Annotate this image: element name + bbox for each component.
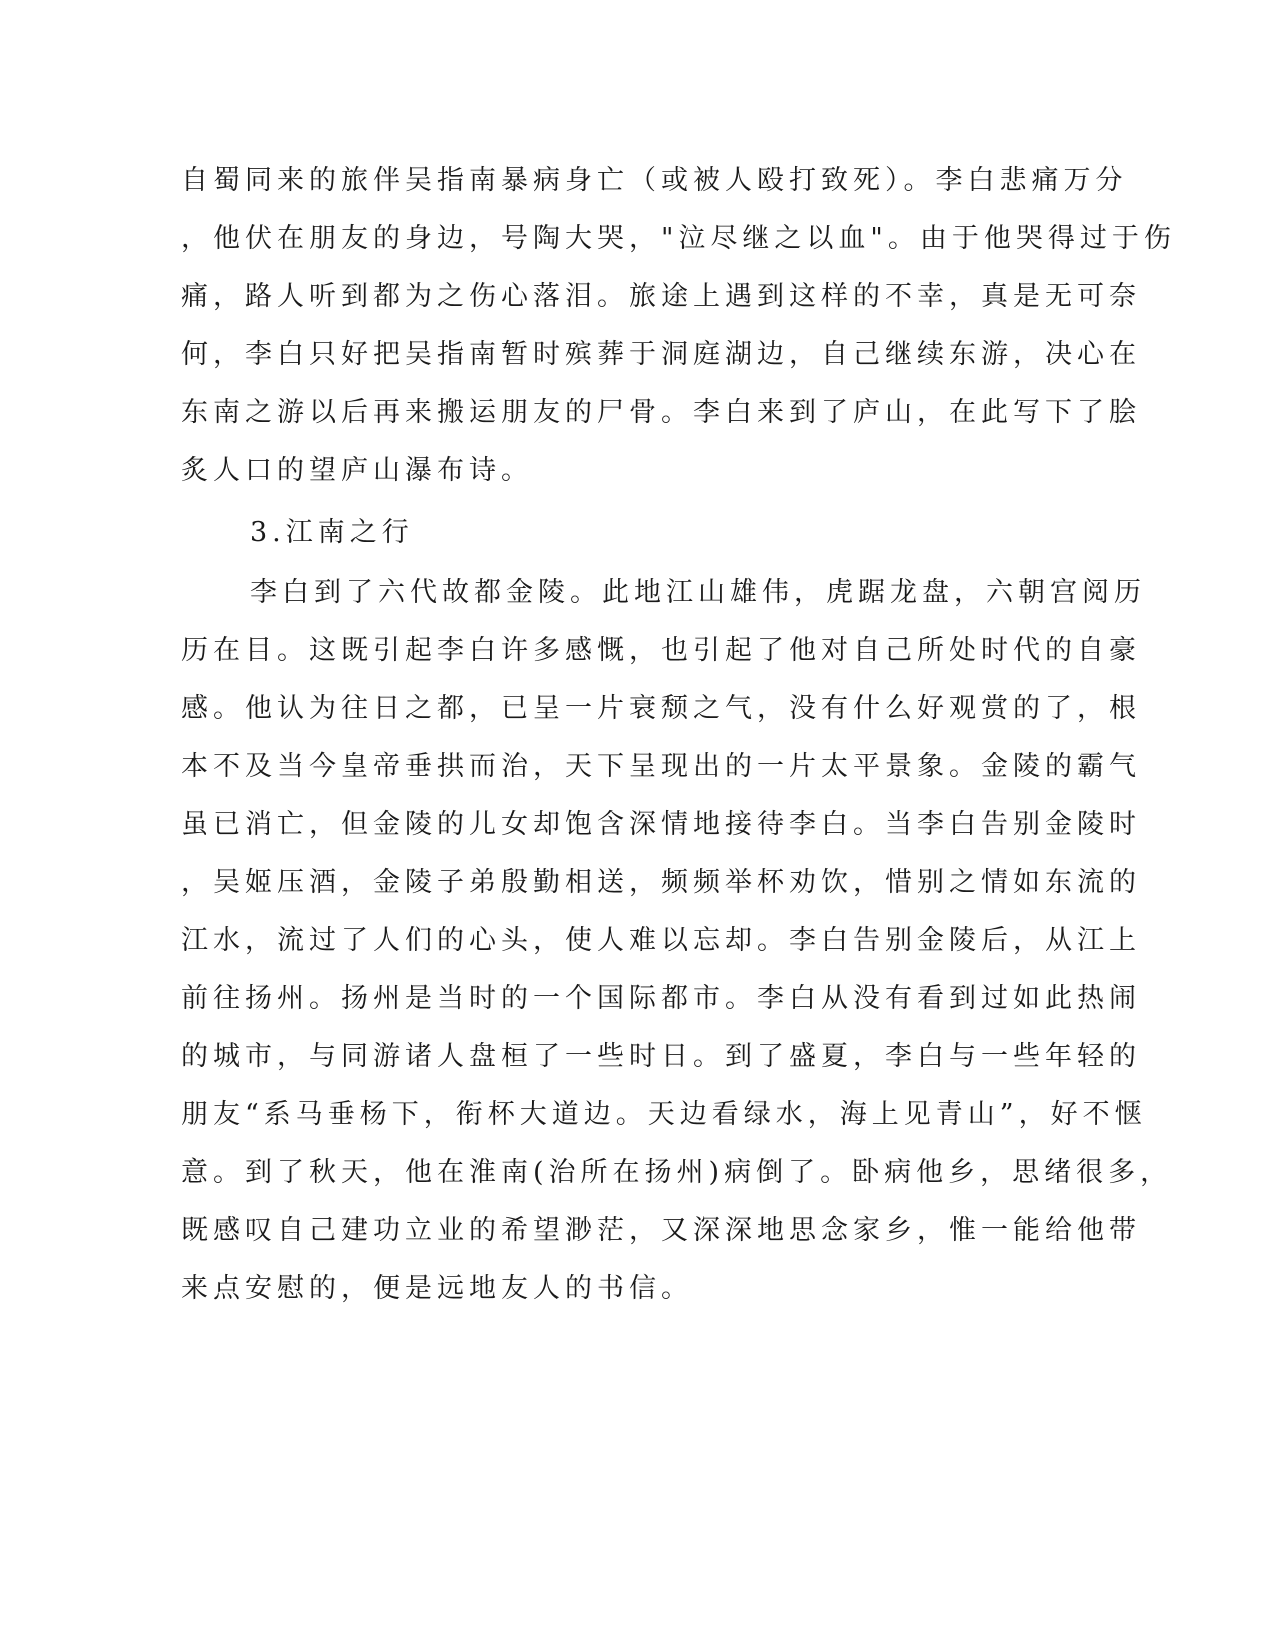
paragraph-1-line-2: ，他伏在朋友的身边，号陶大哭，"泣尽继之以血"。由于他哭得过于伤: [181, 223, 1176, 254]
paragraph-2-line-6: ，吴姬压酒，金陵子弟殷勤相送，频频举杯劝饮，惜别之情如东流的: [181, 867, 1141, 898]
paragraph-2-line-5: 虽已消亡，但金陵的儿女却饱含深情地接待李白。当李白告别金陵时: [181, 809, 1141, 840]
section-heading: 3.江南之行: [250, 517, 414, 548]
paragraph-1-line-4: 何，李白只好把吴指南暂时殡葬于洞庭湖边，自己继续东游，决心在: [181, 339, 1141, 370]
paragraph-2-line-1: 李白到了六代故都金陵。此地江山雄伟，虎踞龙盘，六朝宫阅历: [250, 577, 1146, 608]
paragraph-2-line-2: 历在目。这既引起李白许多感慨，也引起了他对自己所处时代的自豪: [181, 635, 1141, 666]
paragraph-1-line-5: 东南之游以后再来搬运朋友的尸骨。李白来到了庐山，在此写下了脍: [181, 397, 1141, 428]
paragraph-2-line-12: 既感叹自己建功立业的希望渺茫，又深深地思念家乡，惟一能给他带: [181, 1215, 1141, 1246]
paragraph-1-line-3: 痛，路人听到都为之伤心落泪。旅途上遇到这样的不幸，真是无可奈: [181, 281, 1141, 312]
paragraph-2-line-4: 本不及当今皇帝垂拱而治，天下呈现出的一片太平景象。金陵的霸气: [181, 751, 1141, 782]
paragraph-2-line-8: 前往扬州。扬州是当时的一个国际都市。李白从没有看到过如此热闹: [181, 983, 1141, 1014]
paragraph-2-line-3: 感。他认为往日之都，已呈一片衰颓之气，没有什么好观赏的了，根: [181, 693, 1141, 724]
paragraph-1-line-1: 自蜀同来的旅伴吴指南暴病身亡（或被人殴打致死）。李白悲痛万分: [181, 165, 1128, 196]
paragraph-2-line-7: 江水，流过了人们的心头，使人难以忘却。李白告别金陵后，从江上: [181, 925, 1141, 956]
paragraph-2-line-11: 意。到了秋天，他在淮南(治所在扬州)病倒了。卧病他乡，思绪很多，: [181, 1157, 1173, 1188]
paragraph-2-line-9: 的城市，与同游诸人盘桓了一些时日。到了盛夏，李白与一些年轻的: [181, 1041, 1141, 1072]
paragraph-2-line-13: 来点安慰的，便是远地友人的书信。: [181, 1273, 693, 1304]
paragraph-1-line-6: 炙人口的望庐山瀑布诗。: [181, 455, 533, 486]
paragraph-2-line-10: 朋友“系马垂杨下，衔杯大道边。天边看绿水，海上见青山”，好不惬: [181, 1099, 1147, 1130]
